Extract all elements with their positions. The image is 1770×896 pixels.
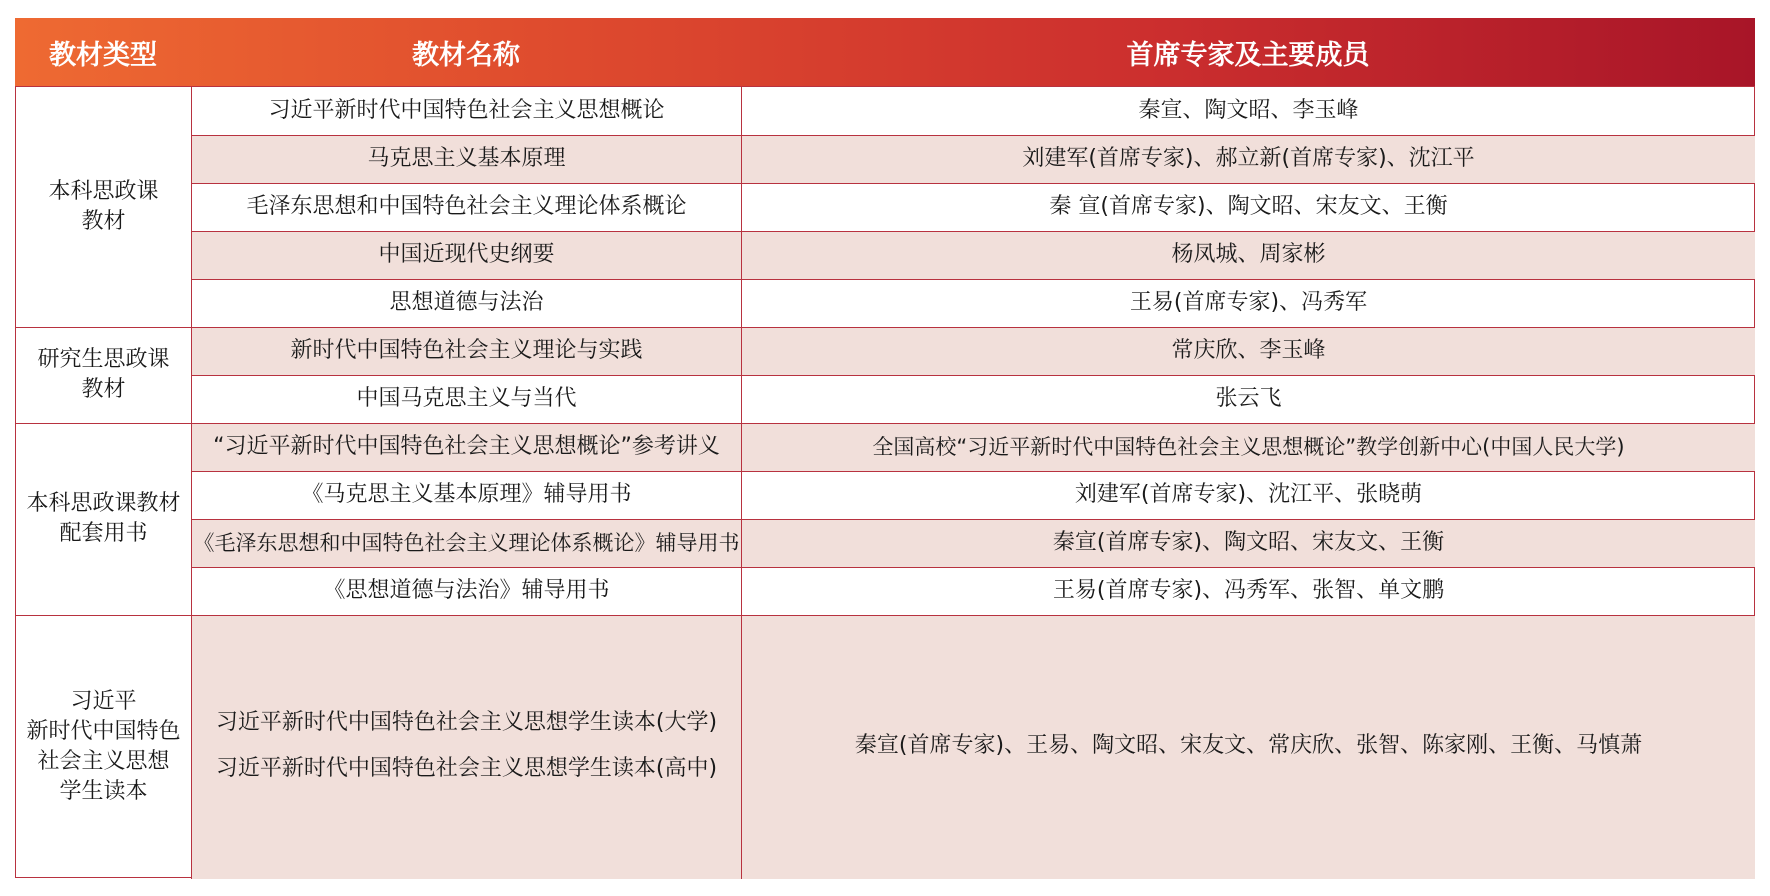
category-cell xyxy=(16,327,191,423)
category-line: 社会主义思想 xyxy=(37,749,170,774)
members: 王易(首席专家)、冯秀军、张智、单文鹏 xyxy=(1052,578,1445,603)
table-header xyxy=(15,18,1755,86)
members: 刘建军(首席专家)、郝立新(首席专家)、沈江平 xyxy=(1022,146,1475,171)
textbook-name: 习近平新时代中国特色社会主义思想学生读本(高中) xyxy=(215,756,718,781)
members: 秦 宣(首席专家)、陶文昭、宋友文、王衡 xyxy=(1049,194,1448,219)
header-textbook-type: 教材类型 xyxy=(49,39,157,71)
category-line: 习近平 xyxy=(70,689,137,714)
category-line: 新时代中国特色 xyxy=(26,719,181,744)
members: 秦宣(首席专家)、王易、陶文昭、宋友文、常庆欣、张智、陈家刚、王衡、马慎萧 xyxy=(854,733,1643,758)
textbook-name: 思想道德与法治 xyxy=(389,290,544,315)
textbook-name: 中国近现代史纲要 xyxy=(378,242,555,267)
textbook-name: 《思想道德与法治》辅导用书 xyxy=(323,578,610,603)
textbook-name: 《马克思主义基本原理》辅导用书 xyxy=(301,482,632,507)
members: 秦宣、陶文昭、李玉峰 xyxy=(1138,98,1359,123)
members: 张云飞 xyxy=(1215,386,1282,411)
members: 常庆欣、李玉峰 xyxy=(1171,338,1326,363)
textbook-name: 习近平新时代中国特色社会主义思想学生读本(大学) xyxy=(215,710,718,735)
category-line: 学生读本 xyxy=(59,779,148,804)
category-line: 本科思政课教材 xyxy=(26,491,181,516)
textbook-table xyxy=(15,18,1755,878)
textbook-name: 马克思主义基本原理 xyxy=(367,146,566,171)
textbook-name: 新时代中国特色社会主义理论与实践 xyxy=(290,338,643,363)
category-cell xyxy=(16,615,191,879)
members: 刘建军(首席专家)、沈江平、张晓萌 xyxy=(1074,482,1423,507)
textbook-names xyxy=(192,615,741,877)
members: 王易(首席专家)、冯秀军 xyxy=(1129,290,1368,315)
category-line: 教材 xyxy=(81,209,126,234)
members: 秦宣(首席专家)、陶文昭、宋友文、王衡 xyxy=(1052,530,1445,555)
members: 杨凤城、周家彬 xyxy=(1171,242,1326,267)
category-cell xyxy=(16,87,191,327)
textbook-name: 中国马克思主义与当代 xyxy=(356,386,577,411)
header-experts-members: 首席专家及主要成员 xyxy=(1126,39,1370,71)
table-body xyxy=(15,86,1755,878)
header-textbook-name: 教材名称 xyxy=(412,39,520,71)
textbook-name: 毛泽东思想和中国特色社会主义理论体系概论 xyxy=(246,194,687,219)
textbook-name: 《毛泽东思想和中国特色社会主义理论体系概论》辅导用书 xyxy=(193,531,740,555)
members: 全国高校“习近平新时代中国特色社会主义思想概论”教学创新中心(中国人民大学) xyxy=(872,435,1625,459)
category-line: 本科思政课 xyxy=(48,179,159,204)
category-cell xyxy=(16,423,191,615)
category-line: 教材 xyxy=(81,377,126,402)
textbook-name: “习近平新时代中国特色社会主义思想概论”参考讲义 xyxy=(213,434,720,459)
category-line: 研究生思政课 xyxy=(37,347,170,372)
textbook-name: 习近平新时代中国特色社会主义思想概论 xyxy=(268,98,665,123)
category-line: 配套用书 xyxy=(59,521,148,546)
